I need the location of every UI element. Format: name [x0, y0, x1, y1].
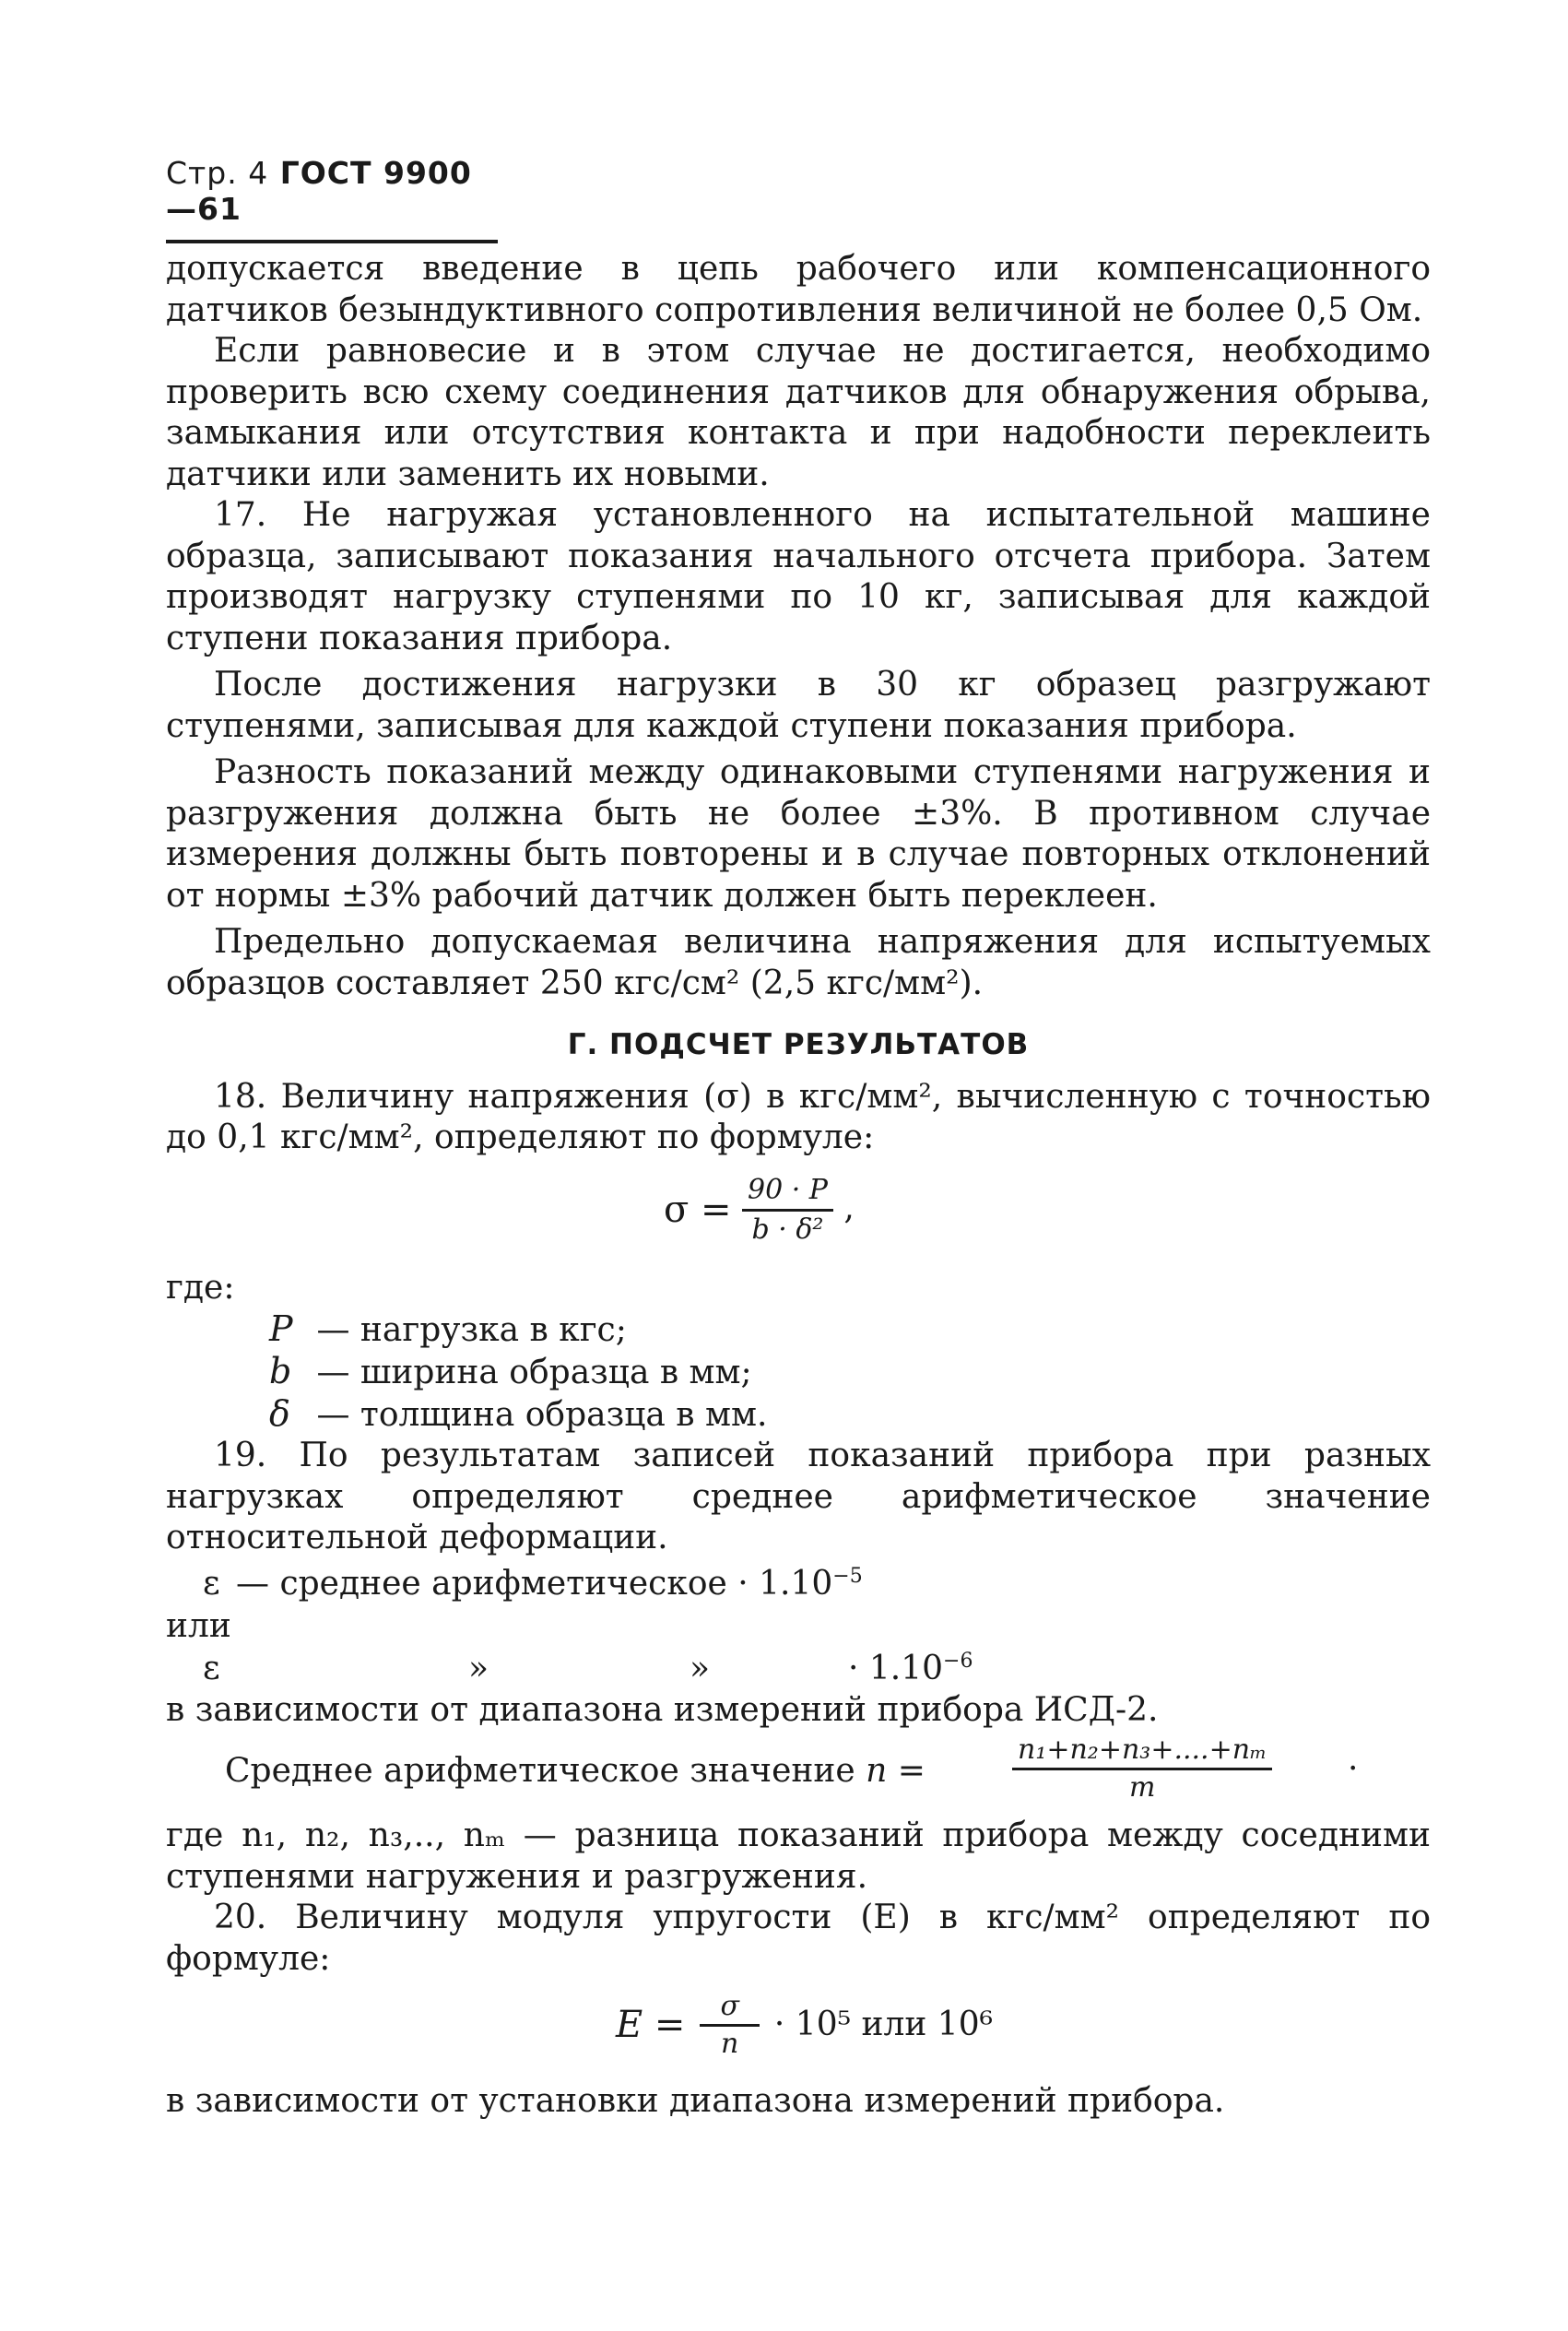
modulus-formula	[166, 1980, 1431, 2081]
fraction-denominator: n	[721, 2028, 739, 2060]
epsilon-text-1	[236, 1563, 863, 1605]
definition-item	[269, 1308, 1431, 1351]
definition-text: — толщина образца в мм.	[316, 1396, 768, 1434]
definition-item	[269, 1351, 1431, 1393]
mean-lhs: n =	[866, 1752, 925, 1790]
epsilon-line-2	[166, 1648, 1431, 1690]
formula-lhs: σ =	[664, 1188, 732, 1231]
range-text: в зависимости от диапазона измерений прибора ИСД-2.	[166, 1690, 1159, 1729]
epsilon-block	[166, 1563, 1431, 1732]
paragraph: Разность показаний между одинаковыми ступенями нагружения и разгружения должна быть не более ±3%. В противном случае измерения должны быть повторены и в случае повторных отклонений от нормы ±3% рабочий датчик должен быть переклеен.	[166, 753, 1431, 915]
section-title: Г. ПОДСЧЕТ РЕЗУЛЬТАТОВ	[567, 1028, 1030, 1061]
fraction-numerator: 90 · P	[742, 1172, 833, 1212]
definition-symbol: b	[269, 1351, 292, 1391]
paragraph: Предельно допускаемая величина напряжения для испытуемых образцов составляет 250 кгс/см² (2,5 кгс/мм²).	[166, 923, 1431, 1002]
mean-formula	[166, 1731, 1431, 1816]
formula-tail: ·	[1348, 1750, 1359, 1788]
epsilon-exponent: −5	[832, 1564, 863, 1588]
fraction-denominator: m	[1129, 1771, 1156, 1804]
paragraph: допускается введение в цепь рабочего или компенсационного датчиков безындуктивного сопротивления величиной не более 0,5 Ом.	[166, 250, 1431, 329]
where-label: где:	[166, 1268, 235, 1307]
formula-tail: · 10⁵ или 10⁶	[773, 2006, 994, 2044]
fraction	[1012, 1733, 1272, 1805]
epsilon-text: · 1.10	[848, 1649, 944, 1687]
fraction	[700, 1989, 759, 2062]
fraction-denominator: b · δ²	[751, 1213, 824, 1246]
fraction-numerator: n₁+n₂+n₃+....+nₘ	[1012, 1733, 1272, 1770]
page-number: Стр. 4	[166, 155, 269, 191]
definition-symbol: δ	[269, 1393, 290, 1434]
page-header	[166, 155, 498, 243]
ditto-mark: »	[468, 1649, 489, 1687]
paragraph-20: 20. Величину модуля упругости (E) в кгс/мм² определяют по формуле:	[166, 1899, 1431, 1978]
mean-text: Среднее арифметическое значение	[225, 1752, 855, 1790]
mean-text-wrap	[225, 1751, 925, 1793]
epsilon-text-2	[848, 1648, 973, 1690]
ditto-mark: »	[690, 1649, 711, 1687]
definition-symbol: P	[269, 1308, 293, 1349]
epsilon-line-1	[166, 1563, 1431, 1605]
definition-item	[269, 1393, 1431, 1436]
sigma-formula	[166, 1159, 1431, 1268]
paragraph: где n₁, n₂, n₃,.., nₘ — разница показаний прибора между соседними ступенями нагружения и разгружения.	[166, 1816, 1431, 1896]
standard-code: ГОСТ 9900—61	[166, 155, 472, 227]
paragraph: После достижения нагрузки в 30 кг образец разгружают ступенями, записывая для каждой ступени показания прибора.	[166, 666, 1431, 745]
paragraph-17: 17. Не нагружая установленного на испытательной машине образца, записывают показания начального отсчета прибора. Затем производят нагрузку ступенями по 10 кг, записывая для каждой ступени показания прибора.	[166, 496, 1431, 657]
paragraph-19: 19. По результатам записей показаний прибора при разных нагрузках определяют среднее арифметическое значение относительной деформации.	[166, 1437, 1431, 1556]
epsilon-symbol: ε	[203, 1649, 220, 1687]
or-label: или	[166, 1606, 231, 1645]
definitions-list	[269, 1308, 1431, 1436]
epsilon-text: — среднее арифметическое · 1.10	[236, 1564, 833, 1603]
paragraph-18: 18. Величину напряжения (σ) в кгс/мм², вычисленную с точностью до 0,1 кгс/мм², определяют по формуле:	[166, 1077, 1431, 1156]
paragraph-last: в зависимости от установки диапазона измерений прибора.	[166, 2082, 1225, 2120]
epsilon-symbol: ε	[203, 1564, 220, 1603]
fraction	[742, 1172, 833, 1248]
or-line	[166, 1605, 1431, 1648]
formula-lhs: E =	[616, 2004, 686, 2047]
formula-tail: ,	[843, 1189, 855, 1226]
definition-text: — нагрузка в кгс;	[316, 1311, 627, 1349]
fraction-numerator: σ	[700, 1989, 759, 2027]
definition-text: — ширина образца в мм;	[316, 1354, 752, 1391]
epsilon-exponent: −6	[943, 1649, 973, 1673]
paragraph: Если равновесие и в этом случае не достигается, необходимо проверить всю схему соединения датчиков для обнаружения обрыва, замыкания или отсутствия контакта и при надобности переклеить датчики или заменить их новыми.	[166, 332, 1431, 493]
main-text	[166, 249, 1431, 2123]
